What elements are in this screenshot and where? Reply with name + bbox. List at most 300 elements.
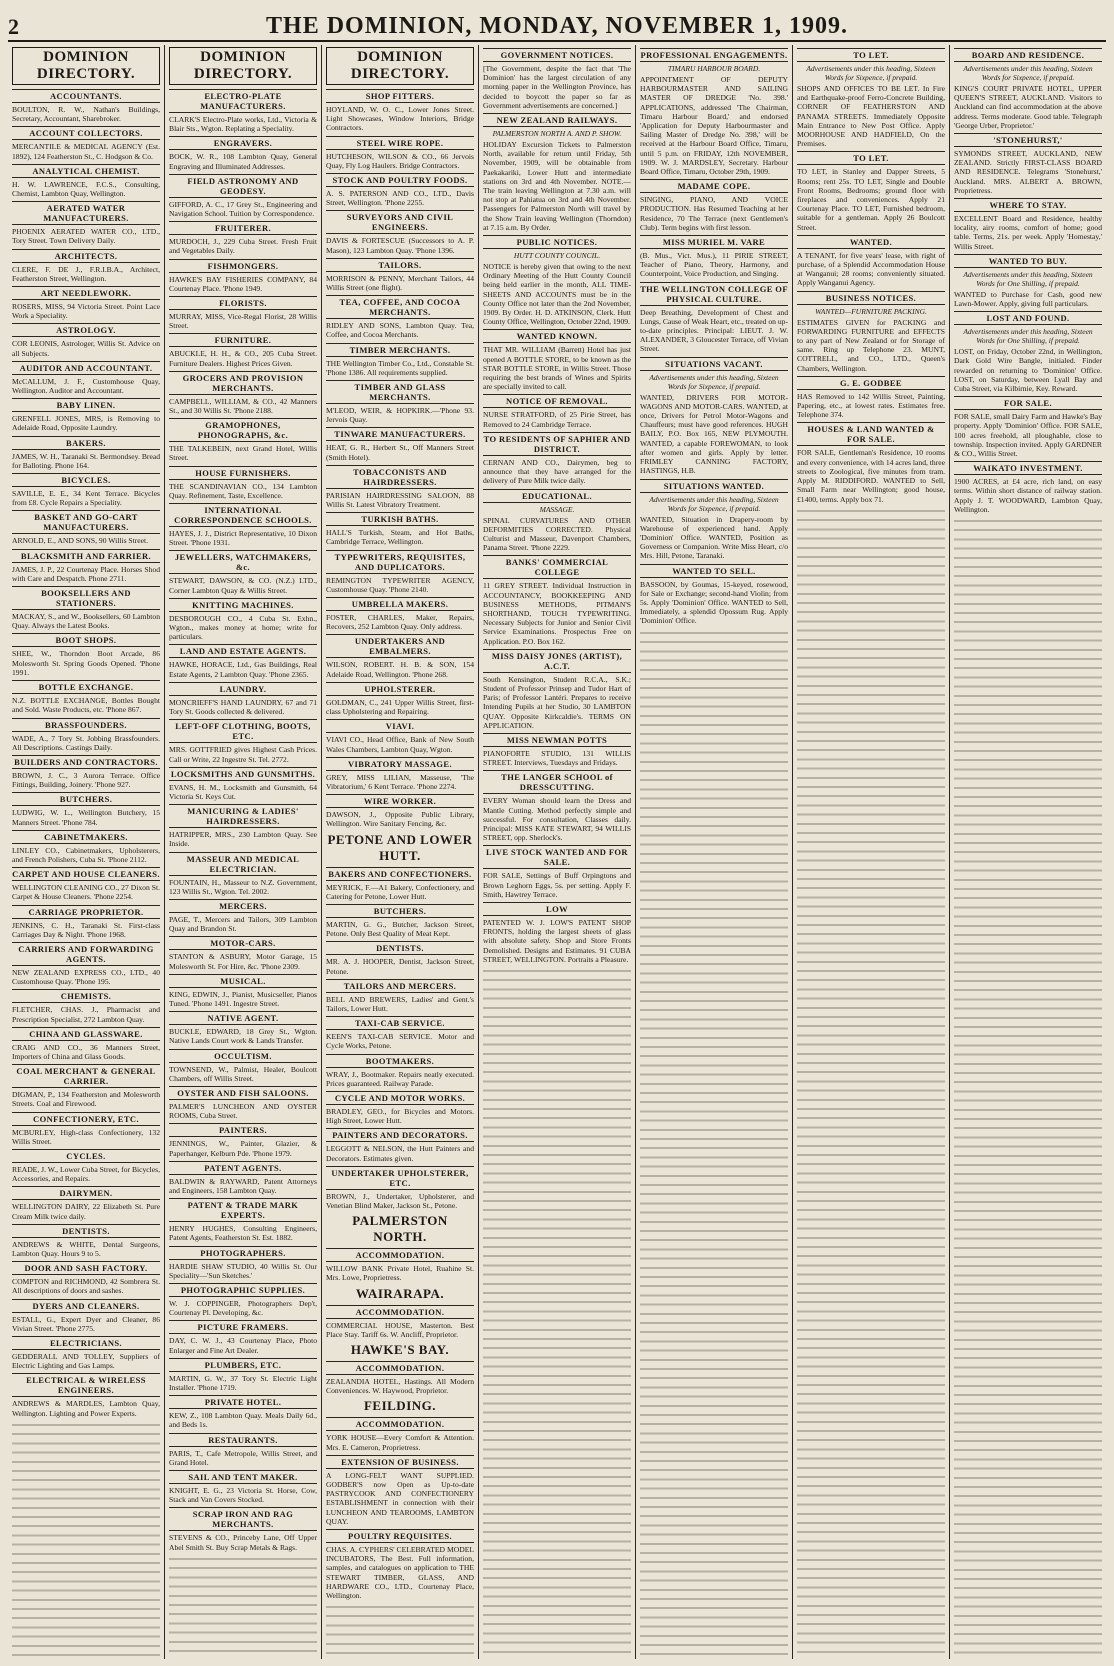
advertisement-text: HAYES, J. J., District Representative, 10 Dixon Street. 'Phone 1931. [169,529,317,548]
section-heading: CHEMISTS. [12,989,160,1003]
section-heading: PRIVATE HOTEL. [169,1395,317,1409]
section-heading: MISS NEWMAN POTTS [483,733,631,747]
section-heading: TEA, COFFEE, AND COCOA MERCHANTS. [326,295,474,319]
section-heading: UMBRELLA MAKERS. [326,597,474,611]
section-heading: TIMBER AND GLASS MERCHANTS. [326,380,474,404]
section-subheading: HUTT COUNTY COUNCIL. [513,251,601,261]
section-heading: PUBLIC NOTICES. [483,235,631,249]
section-heading: VIBRATORY MASSAGE. [326,757,474,771]
advertisement-text: NOTICE is hereby given that owing to the next Ordinary Meeting of the Hutt County Council being held earlier in the month, ALL TIME-SHEETS AND ACCOUNTS must be in the County Office not later than the 2nd November, 1909. By Order. H. D. ATKINSON, Clerk. Hutt County Office, Wellington, October 22nd, 1909. [483,262,631,327]
section-heading: BOOTMAKERS. [326,1054,474,1068]
advertisement-text: MURRAY, MISS, Vice-Regal Florist, 28 Willis Street. [169,312,317,331]
section-heading: BABY LINEN. [12,398,160,412]
section-heading: DOOR AND SASH FACTORY. [12,1261,160,1275]
advertisement-text: DAY, C. W. J., 43 Courtenay Place, Photo Enlarger and Fine Art Dealer. [169,1336,317,1355]
column-3 [322,45,479,1659]
advertisement-text: COMPTON and RICHMOND, 42 Sombrera St. All descriptions of doors and sashes. [12,1277,160,1296]
advertisement-text: READE, J. W., Lower Cuba Street, for Bicycles, Accessories, and Repairs. [12,1164,160,1184]
advertisement-text: WADE, A., 7 Tory St. Jobbing Brassfounders. All Descriptions. Castings Daily. [12,733,160,752]
advertisement-text: MURDOCH, J., 229 Cuba Street. Fresh Fruit and Vegetables Daily. [169,237,317,256]
section-subheading: Advertisements under this heading, Sixteen Words for Sixpence, if prepaid. [649,372,779,391]
advertisement-text: GREY, MISS LILIAN, Masseuse, 'The Vibratorium,' 6 Kent Terrace. 'Phone 2274. [326,772,474,791]
section-heading: BUILDERS AND CONTRACTORS. [12,755,160,769]
section-heading: PICTURE FRAMERS. [169,1320,317,1334]
section-heading: DAIRYMEN. [12,1186,160,1200]
section-heading: TO LET. [797,151,945,165]
section-heading: PAINTERS. [169,1123,317,1137]
section-heading: STEEL WIRE ROPE. [326,136,474,150]
region-heading: WAIRARAPA. [355,1285,445,1301]
section-heading: TAILORS AND MERCERS. [326,979,474,993]
directory-banner: DOMINION DIRECTORY. [326,47,474,85]
section-heading: ACCOUNTANTS. [12,89,160,103]
section-heading: BOARD AND RESIDENCE. [954,48,1102,62]
advertisement-text: NURSE STRATFORD, of 25 Pirie Street, has Removed to 24 Cambridge Terrace. [483,410,631,429]
advertisement-text: ANDREWS & MARDLES, Lambton Quay, Wellington. Lighting and Power Experts. [12,1399,160,1418]
advertisement-text: EVERY Woman should learn the Dress and Mantle Cutting. Method perfectly simple and successful. For consultation, Classes daily. Principal: MISS KATE STEWART, 94 WILLIS STREET, opp. Sherlock's. [483,796,631,843]
advertisement-text: SINGING, PIANO, AND VOICE PRODUCTION. Has Resumed Teaching at her Residence, 70 The Terrace (next Gentlemen's Club). Term begins with first lesson. [640,195,788,232]
advertisement-text: JENNINGS, W., Painter, Glazier, & Paperhanger, Kelburn Pde. 'Phone 1979. [169,1139,317,1158]
advertisement-text: REMINGTON TYPEWRITER AGENCY, Customhouse Quay. 'Phone 2140. [326,575,474,594]
section-heading: PAINTERS AND DECORATORS. [326,1128,474,1142]
section-heading: MANICURING & LADIES' HAIRDRESSERS. [169,804,317,828]
section-heading: G. E. GODBEE [797,376,945,390]
advertisement-text: LINLEY CO., Cabinetmakers, Upholsterers, and French Polishers, Cuba St. 'Phone 2112. [12,845,160,864]
section-subheading: WANTED—FURNITURE PACKING. [815,306,927,316]
region-heading: HAWKE'S BAY. [350,1341,450,1357]
dense-print-continuation [640,629,788,1659]
advertisement-text: KING, EDWIN, J., Pianist, Musicseller, Pianos Tuned. 'Phone 1491. Ingestre Street. [169,989,317,1008]
section-heading: DYERS AND CLEANERS. [12,1299,160,1313]
section-heading: STOCK AND POULTRY FOODS. [326,173,474,187]
advertisement-text: JAMES, J. P., 22 Courtenay Place. Horses Shod with Care and Despatch. Phone 2711. [12,564,160,583]
section-heading: TIMBER MERCHANTS. [326,343,474,357]
section-heading: ACCOMMODATION. [326,1305,474,1319]
advertisement-text: CLARK'S Electro-Plate works, Ltd., Victoria & Blair Sts., Wgton. Replating a Speciality. [169,115,317,134]
section-subheading: Advertisements under this heading, Sixteen Words for One Shilling, if prepaid. [963,269,1093,288]
advertisement-text: STEWART, DAWSON, & CO. (N.Z.) LTD., Corner Lambton Quay & Willis Street. [169,576,317,595]
advertisement-text: JAMES, W. H., Taranaki St. Bermondsey. Bread for Balloting. Phone 164. [12,451,160,470]
section-heading: FURNITURE. [169,333,317,347]
directory-banner: DOMINION DIRECTORY. [12,47,160,85]
advertisement-text: TO LET, in Stanley and Dapper Streets, 5 Rooms; rent 25s. TO LET, Single and Double Front Rooms, Bedrooms; ground floor with fireplaces and conveniences. Apply 21 Courtenay Place. TO LET, Furnished bedroom, suitable for a gentleman. Apply 26 Boulcott Street. [797,167,945,232]
section-heading: RESTAURANTS. [169,1433,317,1447]
section-heading: WANTED TO SELL. [640,564,788,578]
section-heading: TOBACCONISTS AND HAIRDRESSERS. [326,465,474,489]
section-heading: BRASSFOUNDERS. [12,718,160,732]
section-heading: KNITTING MACHINES. [169,598,317,612]
section-heading: FIELD ASTRONOMY AND GEODESY. [169,174,317,198]
advertisement-text: A TENANT, for five years' lease, with right of purchase, of a Splendid Accommodation House at Wanganui; 28 rooms; conveniently situated. Apply Wanganui Agency. [797,250,945,288]
advertisement-text: BASSOON, by Goumas, 15-keyed, rosewood, for Sale or Exchange; second-hand Violin; from 5s. Apply 'Dominion' Office. WANTED to Sell, Immediately, a splendid Opossum Rug. Apply 'Dominion' Office. [640,579,788,626]
advertisement-text: MONCRIEFF'S HAND LAUNDRY, 67 and 71 Tory St. Goods collected & delivered. [169,697,317,717]
advertisement-text: South Kensington, Student R.C.A., S.K.; Student of Professor Prinsep and Tudor Hart of Paris; of Professor Lantéri. Prepares to receive Intending Pupils at her Studio, 30 LAMBTON QUAY. Opposite Kirkcaldie's. TERMS ON APPLICATION. [483,674,631,730]
section-heading: ELECTRO-PLATE MANUFACTURERS. [169,89,317,113]
section-heading: LIVE STOCK WANTED AND FOR SALE. [483,845,631,869]
section-heading: SAIL AND TENT MAKER. [169,1470,317,1484]
advertisement-text: GRENFELL JONES, MRS, is Removing to Adelaide Road, Opposite Laundry. [12,414,160,433]
section-heading: PHOTOGRAPHERS. [169,1246,317,1260]
advertisement-text: ABUCKLE, H. H., & CO., 205 Cuba Street. Furniture Dealers. Highest Prices Given. [169,349,317,368]
advertisement-text: WRAY, J., Bootmaker. Repairs neatly executed. Prices guaranteed. Railway Parade. [326,1069,474,1088]
advertisement-text: ESTALL, G., Expert Dyer and Cleaner, 86 Vivian Street. 'Phone 2775. [12,1314,160,1333]
advertisement-text: BROWN, J. C., 3 Aurora Terrace. Office Fittings, Building, Joinery. 'Phone 927. [12,770,160,790]
advertisement-text: HOYLAND, W. O. C., Lower Jones Street. Light Showcases, Window Interiors, Bridge Contractors. [326,105,474,133]
page-number: 2 [8,14,19,39]
advertisement-text: HARDIE SHAW STUDIO, 40 Willis St. Our Speciality—'Sun Sketches.' [169,1261,317,1280]
section-heading: OCCULTISM. [169,1049,317,1063]
advertisement-text: GEDDERALL AND TOLLEY, Suppliers of Electric Lighting and Gas Lamps. [12,1352,160,1371]
section-heading: BICYCLES. [12,473,160,487]
section-heading: 'STONEHURST,' [954,133,1102,147]
advertisement-text: PIANOFORTE STUDIO, 131 WILLIS STREET. Interviews, Tuesdays and Fridays. [483,748,631,768]
section-heading: WHERE TO STAY. [954,198,1102,212]
advertisement-text: McCALLUM, J. F., Customhouse Quay, Wellington. Auditor and Accountant. [12,376,160,396]
section-heading: UPHOLSTERER. [326,682,474,696]
advertisement-text: SHOPS AND OFFICES TO BE LET. In Fire and Earthquake-proof Ferro-Concrete Building, CORNER OF FEATHERSTON AND PANAMA STREETS. Immediately Opposite Main Entrance to New Post Office. Apply MOORHOUSE AND HADFIELD, On the Premises. [797,84,945,149]
advertisement-text: SHEE, W., Thorndon Boot Arcade, 86 Molesworth St. Spring Goods Opened. 'Phone 1991. [12,649,160,677]
section-heading: TO LET. [797,48,945,62]
section-heading: EDUCATIONAL. [483,489,631,503]
advertisement-text: YORK HOUSE—Every Comfort & Attention. Mrs. E. Cameron, Proprietress. [326,1433,474,1452]
advertisement-text: MARTIN, G. G., Butcher, Jackson Street, Petone. Only Best Quality of Meat Kept. [326,919,474,939]
advertisement-text: KEEN'S TAXI-CAB SERVICE. Motor and Cycle Works, Petone. [326,1032,474,1051]
advertisement-text: HENRY HUGHES, Consulting Engineers, Patent Agents, Featherston St. Est. 1882. [169,1224,317,1243]
advertisement-text: [The Government, despite the fact that 'The Dominion' has the largest circulation of any morning paper in the Wellington Province, has decided to boycott the paper so far as Government advertisements are concerned.] [483,64,631,110]
section-heading: FLORISTS. [169,296,317,310]
region-heading: PALMERSTON NORTH. [352,1213,448,1245]
advertisement-text: CLERE, F. DE J., F.R.I.B.A., Architect, Featherston Street, Wellington. [12,264,160,283]
section-heading: WANTED. [797,235,945,249]
advertisement-text: SPINAL CURVATURES AND OTHER DEFORMITIES CORRECTED. Physical Culturist and Masseur, Davenport Chambers, Panama Street. 'Phone 2229. [483,515,631,553]
newspaper-title: THE DOMINION, MONDAY, NOVEMBER 1, 1909. [266,13,848,39]
advertisement-text: WANTED, DRIVERS FOR MOTOR-WAGONS AND MOTOR-CARS. WANTED, at once, Drivers for Petrol Motor-Wagons and Chauffeurs; must have good references. HUGH BAILY, P.O. Box 165, NEW PLYMOUTH. WANTED, a capable FOREWOMAN, to look after women and girls. Apply by letter. FRIMLEY CANNING FACTORY, HASTINGS, H.B. [640,392,788,476]
section-heading: PHOTOGRAPHIC SUPPLIES. [169,1283,317,1297]
advertisement-text: WELLINGTON CLEANING CO., 27 Dixon St. Carpet & House Cleaners. 'Phone 2254. [12,883,160,902]
advertisement-text: CRAIG AND CO., 36 Manners Street, Importers of China and Glass Goods. [12,1042,160,1061]
advertisement-text: A LONG-FELT WANT SUPPLIED. GODBER'S now Open as Up-to-date PASTRYCOOK AND CONFECTIONERY ESTABLISHMENT in connection with their LUNCHEON AND TEAROOMS, LAMBTON QUAY. [326,1470,474,1526]
advertisement-text: LOST, on Friday, October 22nd, in Wellington, Dark Gold Wire Bangle, initialed. Finder rewarded on returning to 'Dominion' Office. LOST, on Saturday, between Lyall Bay and Cuba Street, via Kilbirnie, Key. Reward. [954,347,1102,394]
section-heading: BAKERS. [12,436,160,450]
section-heading: CARRIERS AND FORWARDING AGENTS. [12,942,160,966]
advertisement-text: PARISIAN HAIRDRESSING SALOON, 88 Willis St. Latest Vibratory Treatment. [326,490,474,510]
section-heading: COAL MERCHANT & GENERAL CARRIER. [12,1064,160,1088]
section-heading: CARPET AND HOUSE CLEANERS. [12,869,160,880]
column-6 [793,45,950,1659]
advertisement-text: ANDREWS & WHITE, Dental Surgeons, Lambton Quay. Hours 9 to 5. [12,1239,160,1258]
section-heading: MASSEUR AND MEDICAL ELECTRICIAN. [169,852,317,876]
section-heading: WAIKATO INVESTMENT. [954,461,1102,475]
column-2 [165,45,322,1659]
advertisement-text: WILSON, ROBERT. H. B. & SON, 154 Adelaide Road, Wellington. 'Phone 268. [326,660,474,679]
region-heading: FEILDING. [363,1398,437,1414]
advertisement-text: LEGGOTT & NELSON, the Hutt Painters and Decorators. Estimates given. [326,1144,474,1163]
section-heading: HOUSE FURNISHERS. [169,466,317,480]
advertisement-text: PARIS, T., Cafe Metropole, Willis Street, and Grand Hotel. [169,1448,317,1467]
section-heading: THE LANGER SCHOOL of DRESSCUTTING. [483,770,631,794]
advertisement-text: FOR SALE, small Dairy Farm and Hawke's Bay property. Apply 'Dominion' Office. FOR SALE, 100 acres freehold, all ploughable, close to township. Inspection invited. Apply GARDNER & CO., Willis Street. [954,412,1102,459]
advertisement-text: H. W. LAWRENCE, F.C.S., Consulting, Chemist, Lambton Quay, Wellington. [12,179,160,199]
advertisement-text: MARTIN, G. W., 37 Tory St. Electric Light Installer. 'Phone 1719. [169,1373,317,1392]
advertisement-text: ARNOLD, E., AND SONS, 90 Willis Street. [12,536,149,546]
section-subheading: Advertisements under this heading, Sixteen Words for Sixpence, if prepaid. [806,64,936,82]
section-heading: ASTROLOGY. [12,323,160,337]
advertisement-text: ZEALANDIA HOTEL, Hastings. All Modern Conveniences. W. Haywood, Proprietor. [326,1376,474,1396]
section-heading: ART NEEDLEWORK. [12,286,160,300]
advertisement-text: FOR SALE, Gentleman's Residence, 10 rooms and every convenience, with 14 acres land, three streets to Zoological, five minutes from tram. Apply M. RIDDIFORD. WANTED to Sell, Small Farm near Wellington; good house, £1400, terms. Apply box 71. [797,448,945,504]
section-heading: ARCHITECTS. [12,249,160,263]
section-heading: PATENT & TRADE MARK EXPERTS. [169,1198,317,1222]
advertisement-text: HOLIDAY Excursion Tickets to Palmerston North, available for return until Friday, 5th November, 1909, will be obtainable from Paekakariki, Lower Hutt and intermediate stations on 3rd and 4th November. NOTE.—The train leaving Wellington at 7.30 a.m. will not stop at Pahiatua on 3rd and 4th November. Passengers for Palmerston North will travel by the Show Train leaving Wellington (Thorndon) at 7.15 a.m. By Order. [483,140,631,232]
section-heading: GOVERNMENT NOTICES. [483,48,631,62]
advertisement-text: A. S. PATERSON AND CO., LTD., Davis Street, Wellington. 'Phone 2255. [326,189,474,208]
advertisement-text: KNIGHT, E. G., 23 Victoria St. Horse, Cow, Stack and Van Covers Stocked. [169,1486,317,1505]
advertisement-text: MCBURLEY, High-class Confectionery, 132 Willis Street. [12,1127,160,1146]
section-heading: SHOP FITTERS. [326,89,474,103]
section-heading: VIAVI. [326,719,474,733]
advertisement-text: CAMPBELL, WILLIAM, & CO., 42 Manners St., and 30 Willis St. 'Phone 2188. [169,396,317,416]
advertisement-text: DIGMAN, P., 134 Featherston and Molesworth Streets. Coal and Firewood. [12,1090,160,1109]
advertisement-text: (B. Mus., Vict. Mus.), 11 PIRIE STREET, Teacher of Piano, Theory, Harmony, and Counterpoint, Voice Production, and Singing. [640,251,788,279]
section-heading: CYCLE AND MOTOR WORKS. [326,1091,474,1105]
advertisement-text: CERNAN AND CO., Dairymen, beg to announce that they have arranged for the delivery of Pure Milk twice daily. [483,457,631,486]
advertisement-text: HALL'S Turkish, Steam, and Hot Baths, Cambridge Terrace, Wellington. [326,528,474,547]
advertisement-text: VIAVI CO., Head Office, Bank of New South Wales Chambers, Lambton Quay, Wgton. [326,735,474,754]
section-heading: FISHMONGERS. [169,259,317,273]
advertisement-text: N.Z. BOTTLE EXCHANGE, Bottles Bought and Sold. Waste Products, etc. 'Phone 867. [12,696,160,715]
section-heading: AERATED WATER MANUFACTURERS. [12,201,160,225]
advertisement-text: MORRISON & PENNY, Merchant Tailors, 44 Willis Street (one flight). [326,273,474,293]
section-heading: CARRIAGE PROPRIETOR. [12,905,160,919]
column-5 [636,45,793,1659]
section-heading: TINWARE MANUFACTURERS. [326,427,474,441]
section-heading: SITUATIONS WANTED. [640,479,788,493]
advertisement-text: THAT MR. WILLIAM (Barrett) Hotel has just opened A BOTTLE STORE, to be known as the STAR BOTTLE STORE, in Willis Street. Those requiring the best brands of Wines and Spirits are specially invited to call. [483,345,631,392]
section-heading: PLUMBERS, ETC. [169,1358,317,1372]
advertisement-text: MEYRICK, F.—A1 Bakery, Confectionery, and Catering for Petone, Lower Hutt. [326,882,474,901]
advertisement-text: THE TALKEBEIN, next Grand Hotel, Willis Street. [169,444,317,463]
section-heading: POULTRY REQUISITES. [326,1529,474,1543]
section-heading: WANTED TO BUY. [954,254,1102,268]
section-heading: DENTISTS. [12,1224,160,1238]
section-heading: ANALYTICAL CHEMIST. [12,164,160,178]
section-heading: BANKS' COMMERCIAL COLLEGE [483,555,631,579]
advertisement-text: RIDLEY AND SONS, Lambton Quay. Tea, Coffee, and Cocoa Merchants. [326,321,474,340]
advertisement-text: PATENTED W. J. LOW'S PATENT SHOP FRONTS, holding the largest sheets of glass with absolute safety. Shop and Store Fronts Demolished. Designs and Estimates. 91 CUBA STREET, WELLINGTON. Portraits a Pleasure. [483,917,631,964]
advertisement-text: DAWSON, J., Opposite Public Library, Wellington. Wire Sanitary Fencing, &c. [326,810,474,829]
section-heading: TAXI-CAB SERVICE. [326,1016,474,1030]
advertisement-text: KEW, Z., 108 Lambton Quay. Meals Daily 6d., and Beds 1s. [169,1411,317,1430]
directory-banner: DOMINION DIRECTORY. [169,47,317,85]
advertisement-text: SYMONDS STREET, AUCKLAND, NEW ZEALAND. Strictly FIRST-CLASS BOARD AND RESIDENCE. Telegrams 'Stonehurst,' Auckland. MRS. ALBERT A. BROWN, Proprietress. [954,149,1102,195]
advertisement-text: MERCANTILE & MEDICAL AGENCY (Est. 1892), 124 Featherston St., C. Hodgson & Co. [12,142,160,161]
section-heading: LAUNDRY. [169,682,317,696]
advertisement-text: WELLINGTON DAIRY, 22 Elizabeth St. Pure Cream Milk twice daily. [12,1202,160,1221]
section-heading: EXTENSION OF BUSINESS. [326,1455,474,1469]
section-heading: LAND AND ESTATE AGENTS. [169,644,317,658]
advertisement-text: EVANS, H. M., Locksmith and Gunsmith, 64 Victoria St. Keys Cut. [169,782,317,801]
advertisement-text: APPOINTMENT OF DEPUTY HARBOURMASTER AND SAILING MASTER OF DREDGE 'No. 398.' APPLICATIONS, addressed 'The Chairman, Timaru Harbour Board,' and endorsed 'Application for Deputy Harbourmaster and Sailing Master of Dredge No. 398,' will be received at the Harbour Board Office, Timaru, until 5 p.m. on FRIDAY, 12th NOVEMBER, 1909. W. J. MARDSLEY, Secretary. Harbour Board Office, Timaru, October 29th, 1909. [640,75,788,177]
advertisement-text: FOSTER, CHARLES, Maker, Repairs, Recovers, 252 Lambton Quay. Only address. [326,613,474,632]
advertisement-text: FLETCHER, CHAS. J., Pharmacist and Prescription Specialist, 272 Lambton Quay. [12,1005,160,1024]
advertisement-text: SAVILLE, E. E., 34 Kent Terrace. Bicycles from £8. Cycle Repairs a Speciality. [12,489,160,508]
advertisement-text: JENKINS, C. H., Taranaki St. First-class Carriages Day & Night. 'Phone 1968. [12,920,160,939]
section-heading: SURVEYORS AND CIVIL ENGINEERS. [326,210,474,234]
dense-print-continuation [797,507,945,1659]
section-subheading: Advertisements under this heading, Sixteen Words for Sixpence, if prepaid. [963,64,1093,82]
section-heading: HOUSES & LAND WANTED & FOR SALE. [797,422,945,446]
advertisement-text: PALMER'S LUNCHEON AND OYSTER ROOMS, Cuba Street. [169,1101,317,1121]
section-heading: GRAMOPHONES, PHONOGRAPHS, &c. [169,418,317,442]
section-heading: LEFT-OFF CLOTHING, BOOTS, ETC. [169,719,317,743]
section-heading: CYCLES. [12,1149,160,1163]
advertisement-text: DAVIS & FORTESCUE (Successors to A. P. Mason), 123 Lambton Quay. 'Phone 1396. [326,236,474,255]
section-heading: BUTCHERS. [326,904,474,918]
dense-print-continuation [483,967,631,1659]
advertisement-text: GIFFORD, A. C., 17 Grey St., Engineering and Navigation School. Tuition by Correspondence. [169,199,317,219]
section-subheading: PALMERSTON NORTH A. AND P. SHOW. [492,129,622,139]
advertisement-text: THE SCANDINAVIAN CO., 134 Lambton Quay. Refinement, Taste, Excellence. [169,481,317,500]
region-heading: PETONE AND LOWER HUTT. [327,831,473,863]
section-heading: MISS MURIEL M. VARE [640,235,788,249]
advertisement-text: TOWNSEND, W., Palmist, Healer, Boulcott Chambers, off Willis Street. [169,1064,317,1083]
section-heading: UNDERTAKER UPHOLSTERER, ETC. [326,1166,474,1190]
column-7 [950,45,1106,1659]
advertisement-text: HAWKE'S BAY FISHERIES COMPANY, 84 Courtenay Place. 'Phone 1949. [169,274,317,293]
section-subheading: MASSAGE. [539,504,575,514]
advertisement-text: PHOENIX AERATED WATER CO., LTD., Tory Street. Town Delivery Daily. [12,227,160,246]
section-heading: THE WELLINGTON COLLEGE OF PHYSICAL CULTURE. [640,283,788,304]
dense-print-continuation [12,1421,160,1659]
advertisement-text: PAGE, T., Mercers and Tailors, 309 Lambton Quay and Brandon St. [169,914,317,934]
advertisement-text: BOCK, W. R., 108 Lambton Quay, General Engraving and Illuminated Addresses. [169,152,317,171]
section-heading: BLACKSMITH AND FARRIER. [12,549,160,563]
section-heading: ELECTRICAL & WIRELESS ENGINEERS. [12,1373,160,1397]
section-heading: BOOKSELLERS AND STATIONERS. [12,586,160,610]
advertisement-text: KING'S COURT PRIVATE HOTEL, UPPER QUEEN'S STREET, AUCKLAND. Visitors to Auckland can find accommodation at the above address. Terms moderate. Good table. Telegraph 'George Urber, Proprietor.' [954,84,1102,130]
section-heading: MOTOR-CARS. [169,936,317,950]
advertisement-text: CHAS. A. CYPHERS' CELEBRATED MODEL INCUBATORS, The Best. Full information, samples, and catalogues on application to THE STEWART TIMBER, GLASS, AND HARDWARE CO., LTD., Courtenay Place, Wellington. [326,1545,474,1601]
advertisement-text: WANTED to Purchase for Cash, good new Lawn-Mower. Apply, giving full particulars. [954,289,1102,309]
advertisement-text: 1900 ACRES, at £4 acre, rich land, on easy terms. Within short distance of railway station. Apply J. T. WOODWARD, Lambton Quay, Wellington. [954,477,1102,514]
section-heading: MISS DAISY JONES (ARTIST), A.C.T. [483,649,631,673]
section-heading: FOR SALE. [954,396,1102,410]
section-heading: MADAME COPE. [640,179,788,193]
advertisement-text: COR LEONIS, Astrologer, Willis St. Advice on all Subjects. [12,339,160,358]
masthead [8,6,1106,42]
section-heading: MERCERS. [169,899,317,913]
advertisement-text: MRS. GOTTFRIED gives Highest Cash Prices. Call or Write, 22 Ingestre St. Tel. 2772. [169,745,317,764]
dense-print-continuation [954,517,1102,1659]
section-heading: CONFECTIONERY, ETC. [12,1112,160,1126]
section-heading: NEW ZEALAND RAILWAYS. [483,113,631,127]
advertisement-text: FOUNTAIN, H., Masseur to N.Z. Government, 123 Willis St., Wgton. Tel. 2002. [169,877,317,896]
advertisement-text: M'LEOD, WEIR, & HOPKIRK.—'Phone 93. Jervois Quay. [326,406,474,425]
section-heading: JEWELLERS, WATCHMAKERS, &c. [169,550,317,574]
dense-print-continuation [169,1555,317,1659]
advertisement-text: BELL AND BREWERS, Ladies' and Gent.'s Tailors, Lower Hutt. [326,994,474,1013]
column-4 [479,45,636,1659]
advertisement-text: COMMERCIAL HOUSE, Masterton. Best Place Stay. Tariff 6s. W. Ancliff, Proprietor. [326,1320,474,1339]
advertisement-text: MACKAY, S., and W., Booksellers, 60 Lambton Quay. Always the Latest Books. [12,612,160,631]
section-heading: CHINA AND GLASSWARE. [12,1027,160,1041]
advertisement-text: DESBOROUGH CO., 4 Cuba St. Exhn., Wgton., makes money at home; write for particulars. [169,613,317,642]
section-heading: LOST AND FOUND. [954,311,1102,325]
advertisement-text: BROWN, J., Undertaker, Upholsterer, and Venetian Blind Maker, Jackson St., Petone. [326,1191,474,1210]
section-heading: BAKERS AND CONFECTIONERS. [326,867,474,881]
advertisement-text: W. J. COPPINGER, Photographers Dep't, Courtenay Pl. Developing, &c. [169,1298,317,1318]
advertisement-text: HATRIPPER, MRS., 230 Lambton Quay. See Inside. [169,830,317,849]
section-heading: SITUATIONS VACANT. [640,357,788,371]
advertisement-text: MR. A. J. HOOPER, Dentist, Jackson Street, Petone. [326,957,474,976]
section-heading: ENGRAVERS. [169,136,317,150]
advertisement-text: THE Wellington Timber Co., Ltd., Constable St. 'Phone 1386. All requirements supplied. [326,358,474,377]
section-heading: WANTED KNOWN. [483,329,631,343]
section-heading: MUSICAL. [169,974,317,988]
section-heading: INTERNATIONAL CORRESPONDENCE SCHOOLS. [169,503,317,527]
advertisement-text: BALDWIN & RAYWARD, Patent Attorneys and Engineers, 158 Lambton Quay. [169,1176,317,1195]
section-heading: BASKET AND GO-CART MANUFACTURERS. [12,510,160,534]
section-heading: BOOT SHOPS. [12,633,160,647]
section-heading: BUSINESS NOTICES. [797,291,945,305]
section-heading: ELECTRICIANS. [12,1336,160,1350]
section-heading: ACCOMMODATION. [326,1248,474,1262]
advertisement-text: BUCKLE, EDWARD, 18 Grey St., Wgton. Native Lands Court work & Lands Transfer. [169,1027,317,1046]
section-heading: TYPEWRITERS, REQUISITES, AND DUPLICATORS. [326,550,474,574]
advertisement-text: STANTON & ASBURY, Motor Garage, 15 Molesworth St. For Hire, &c. 'Phone 2309. [169,952,317,971]
advertisement-text: ESTIMATES GIVEN for PACKING and FORWARDING FURNITURE and EFFECTS to any part of New Zealand or for Storage of same. Ring up Telephone 23. MUNT, COTTRELL, and CO., LTD., Queen's Chambers, Wellington. [797,317,945,373]
advertisement-text: 11 GREY STREET. Individual Instruction in ACCOUNTANCY, BOOKKEEPING AND BUSINESS METHODS, PITMAN'S SHORTHAND, TOUCH TYPEWRITING. Necessary Subjects for Junior and Senior Civil Service Examinations. Prospectus Free on Application. P.O. Box 162. [483,581,631,646]
section-heading: FRUITERER. [169,221,317,235]
advertisement-text: STEVENS & CO., Princeby Lane, Off Upper Abel Smith St. Buy Scrap Metals & Rags. [169,1533,317,1552]
column-1 [8,45,165,1659]
advertisement-text: BOULTON, R. W., Nathan's Buildings, Secretary, Accountant, Sharebroker. [12,105,160,124]
advertisement-text: HAS Removed to 142 Willis Street, Painting, Papering, etc., at lowest rates. Estimates free. Telephone 374. [797,391,945,420]
section-heading: DENTISTS. [326,941,474,955]
section-heading: ACCOMMODATION. [326,1417,474,1431]
advertisement-text: Deep Breathing, Development of Chest and Lungs, Cause of Weak Heart, etc., treated on up-to-date principles. Principal: LIEUT. J. W. ALEXANDER, 3 Gloucester Terrace, off Vivian Street. [640,307,788,354]
columns [8,45,1106,1659]
advertisement-text: GOLDMAN, C., 241 Upper Willis Street, first-class Upholstering and Repairing. [326,697,474,717]
section-heading: LOCKSMITHS AND GUNSMITHS. [170,768,316,779]
section-heading: ACCOMMODATION. [326,1361,474,1375]
section-heading: NATIVE AGENT. [169,1011,317,1025]
section-subheading: Advertisements under this heading, Sixteen Words for One Shilling, if prepaid. [963,327,1093,346]
section-heading: LOW [483,902,631,916]
advertisement-text: WANTED, Situation in Drapery-room by Warehouse of experienced hand. Apply 'Dominion' Office. WANTED, Position as Governess or Companion. Write Miss Heart, c/o Mrs. Hill, Petone, Taranaki. [640,514,788,561]
advertisement-text: LUDWIG, W. L., Wellington Butchery, 15 Manners Street. 'Phone 784. [12,808,160,827]
section-heading: PATENT AGENTS. [169,1161,317,1175]
section-heading: TO RESIDENTS OF SAPHIER AND DISTRICT. [483,433,631,454]
advertisement-text: NEW ZEALAND EXPRESS CO., LTD., 40 Customhouse Quay. 'Phone 195. [12,967,160,987]
advertisement-text: WILLOW BANK Private Hotel, Ruahine St. Mrs. Lowe, Proprietress. [326,1264,474,1283]
section-heading: BOTTLE EXCHANGE. [12,680,160,694]
advertisement-text: HAWKE, HORACE, Ltd., Gas Buildings, Real Estate Agents, 2 Lambton Quay. 'Phone 2365. [169,660,317,679]
section-subheading: Advertisements under this heading, Sixteen Words for Sixpence, if prepaid. [649,494,779,513]
dense-print-continuation [326,1603,474,1659]
section-heading: NOTICE OF REMOVAL. [483,394,631,408]
section-heading: ACCOUNT COLLECTORS. [12,126,160,140]
advertisement-text: ROSERS, MISS, 94 Victoria Street. Point Lace Work a Speciality. [12,302,160,321]
advertisement-text: EXCELLENT Board and Residence, healthy locality, airy rooms, comfort of home; good table. Terms, 21s. per week. Apply 'Homestay,' Willis Street. [954,214,1102,251]
advertisement-text: FOR SALE, Settings of Buff Orpingtons and Brown Leghorn Eggs, 5s. per setting. Apply F. Smith, Hawtrey Terrace. [483,871,631,899]
section-heading: TURKISH BATHS. [326,512,474,526]
section-heading: SCRAP IRON AND RAG MERCHANTS. [169,1507,317,1531]
section-subheading: TIMARU HARBOUR BOARD. [667,64,761,73]
section-heading: TAILORS. [326,258,474,272]
advertisement-text: HEAT, G. R., Herbert St., Off Manners Street (Smith Hotel). [326,443,474,462]
advertisement-text: BRADLEY, GEO., for Bicycles and Motors. High Street, Lower Hutt. [326,1106,474,1126]
